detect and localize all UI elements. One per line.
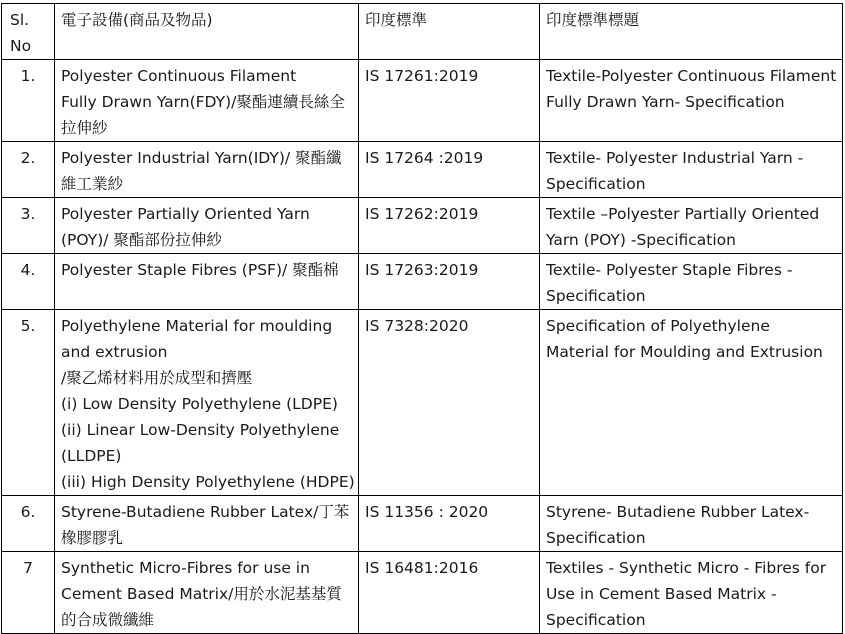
row-serial-number: 6. (2, 496, 55, 552)
standards-table (1, 3, 843, 634)
title-line: Specification of Polyethylene (546, 317, 770, 335)
row-item (55, 310, 359, 496)
item-line: Polyester Industrial Yarn(IDY)/ 聚酯纖 (61, 149, 342, 167)
item-line: 維工業紗 (61, 175, 124, 193)
row-standard-title (540, 60, 843, 142)
row-standard-title (540, 142, 843, 198)
row-item (55, 142, 359, 198)
title-line: Textile –Polyester Partially Oriented (546, 205, 820, 223)
row-standard-number: IS 17261:2019 (359, 60, 540, 142)
header-serial-number: Sl. No (2, 4, 55, 60)
item-line: Cement Based Matrix/用於水泥基基質 (61, 585, 342, 603)
table-row (2, 254, 843, 310)
row-standard-number: IS 17263:2019 (359, 254, 540, 310)
item-line: and extrusion (61, 343, 168, 361)
table-row (2, 60, 843, 142)
item-line: /聚乙烯材料用於成型和擠壓 (61, 369, 253, 387)
item-line: (iii) High Density Polyethylene (HDPE) (61, 473, 355, 491)
title-line: Specification (546, 175, 646, 193)
row-standard-number: IS 16481:2016 (359, 552, 540, 634)
title-line: Styrene- Butadiene Rubber Latex- (546, 503, 810, 521)
title-line: Yarn (POY) -Specification (546, 231, 736, 249)
table-body (2, 60, 843, 634)
item-line: Fully Drawn Yarn(FDY)/聚酯連續長絲全 (61, 93, 345, 111)
row-standard-title (540, 496, 843, 552)
item-line: Polyester Staple Fibres (PSF)/ 聚酯棉 (61, 261, 339, 279)
row-serial-number: 3. (2, 198, 55, 254)
header-item: 電子設備(商品及物品) (55, 4, 359, 60)
item-line: Polyester Partially Oriented Yarn (61, 205, 310, 223)
row-item (55, 60, 359, 142)
title-line: Specification (546, 529, 646, 547)
row-serial-number: 7 (2, 552, 55, 634)
title-line: Use in Cement Based Matrix - (546, 585, 777, 603)
title-line: Textile- Polyester Staple Fibres - (546, 261, 793, 279)
title-line: Textiles - Synthetic Micro - Fibres for (546, 559, 827, 577)
table-row (2, 496, 843, 552)
row-item (55, 552, 359, 634)
table-row (2, 142, 843, 198)
item-line: (POY)/ 聚酯部份拉伸紗 (61, 231, 222, 249)
title-line: Textile- Polyester Industrial Yarn - (546, 149, 804, 167)
table-header-row (2, 4, 843, 60)
row-item (55, 496, 359, 552)
item-line: Polyethylene Material for moulding (61, 317, 333, 335)
row-standard-number: IS 17264 :2019 (359, 142, 540, 198)
title-line: Specification (546, 287, 646, 305)
title-line: Fully Drawn Yarn- Specification (546, 93, 785, 111)
title-line: Material for Moulding and Extrusion (546, 343, 823, 361)
title-line: Textile-Polyester Continuous Filament (546, 67, 837, 85)
row-serial-number: 4. (2, 254, 55, 310)
row-item (55, 254, 359, 310)
row-standard-title (540, 198, 843, 254)
row-standard-number: IS 17262:2019 (359, 198, 540, 254)
title-line: Specification (546, 611, 646, 629)
row-serial-number: 1. (2, 60, 55, 142)
item-line: 橡膠膠乳 (61, 529, 124, 547)
row-standard-title (540, 310, 843, 496)
item-line: (i) Low Density Polyethylene (LDPE) (61, 395, 338, 413)
header-indian-standard: 印度標準 (359, 4, 540, 60)
row-standard-title (540, 552, 843, 634)
table-row (2, 552, 843, 634)
item-line: Synthetic Micro-Fibres for use in (61, 559, 310, 577)
item-line: Styrene-Butadiene Rubber Latex/丁苯 (61, 503, 350, 521)
item-line: 的合成微纖維 (61, 611, 155, 629)
item-line: 拉伸紗 (61, 119, 108, 137)
row-serial-number: 2. (2, 142, 55, 198)
item-line: (LLDPE) (61, 447, 122, 465)
row-standard-number: IS 11356 : 2020 (359, 496, 540, 552)
table-row (2, 198, 843, 254)
header-standard-title: 印度標準標題 (540, 4, 843, 60)
row-standard-title (540, 254, 843, 310)
item-line: (ii) Linear Low-Density Polyethylene (61, 421, 340, 439)
row-item (55, 198, 359, 254)
item-line: Polyester Continuous Filament (61, 67, 297, 85)
row-serial-number: 5. (2, 310, 55, 496)
table-row (2, 310, 843, 496)
row-standard-number: IS 7328:2020 (359, 310, 540, 496)
